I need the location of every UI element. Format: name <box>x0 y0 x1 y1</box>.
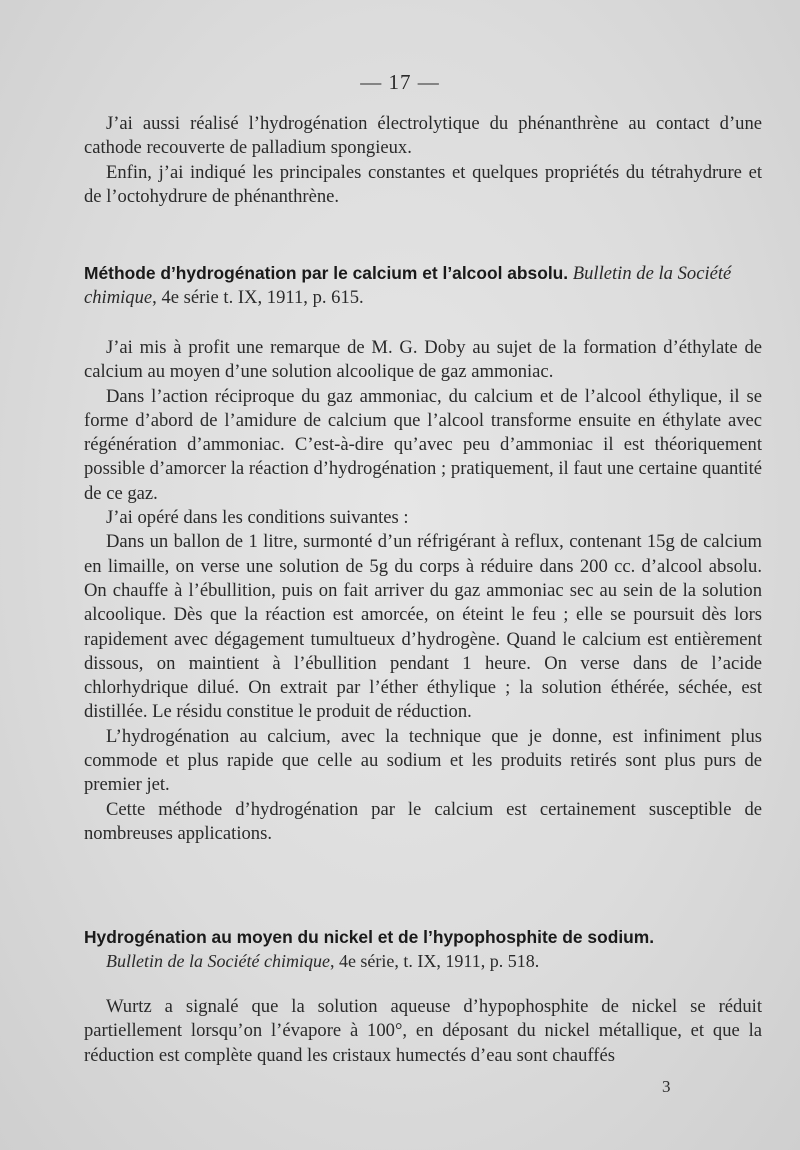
section-1-paragraph-2: Dans l’action réciproque du gaz ammoniac, du calcium et de l’alcool éthylique, il se forme d’abord de l’amidure de calcium que l’alcool transforme ensuite en éthylate avec régénération d’ammoniac. C’est-à-dire qu’avec peu d’ammoniac il est théoriquement possible d’amorcer la réaction d’hydrogénation ; pratiquement, il faut une certaine quantité de ce gaz. <box>84 385 762 504</box>
section-1-ref-journal-a: Bulletin de <box>572 263 654 284</box>
section-2-body <box>84 995 762 1068</box>
section-1-title: Méthode d’hydrogénation par le calcium et l’alcool absolu. <box>84 263 569 283</box>
section-1-paragraph-5: L’hydrogénation au calcium, avec la technique que je donne, est infiniment plus commode et plus rapide que celle au sodium et les produits retirés sont plus purs de premier jet. <box>84 725 762 796</box>
section-2-ref-details: , 4e série, t. IX, 1911, p. 518. <box>329 951 540 972</box>
section-1-body <box>84 336 762 846</box>
section-1-heading <box>84 261 762 311</box>
section-2-paragraph-1: Wurtz a signalé que la solution aqueuse d’hypophosphite de nickel se réduit partiellement lorsqu’on l’évapore à 100°, en déposant du nickel métallique, et que la réduction est complète quand les cristaux humectés d’eau sont chauffés <box>84 996 762 1066</box>
section-2-title: Hydrogénation au moyen du nickel et de l’hypophosphite de sodium. <box>84 927 655 947</box>
intro-paragraph-2: Enfin, j’ai indiqué les principales constantes et quelques propriétés du tétrahydrure et de l’octohydrure de phénanthrène. <box>84 161 762 207</box>
section-1-paragraph-4: Dans un ballon de 1 litre, surmonté d’un réfrigérant à reflux, contenant 15g de calcium en limaille, on verse une solution de 5g du corps à réduire dans 200 cc. d’alcool absolu. On chauffe à l’ébullition, puis on fait arriver du gaz ammoniac sec au sein de la solution alcoolique. Dès que la réaction est amorcée, on éteint le feu ; elle se poursuit dès lors rapidement avec dégagement tumultueux d’hydrogène. Quand le calcium est entièrement dissous, on maintient à l’ébullition pendant 1 heure. On verse dans de l’acide chlorhydrique dilué. On extrait par l’éther éthylique ; la solution éthérée, séchée, est distillée. Le résidu constitue le produit de réduction. <box>84 531 762 723</box>
intro-block <box>84 112 762 209</box>
section-1-paragraph-3: J’ai opéré dans les conditions suivantes : <box>106 507 409 529</box>
page-number: — 17 — <box>360 70 440 94</box>
section-2-heading <box>84 925 762 972</box>
section-1-ref-journal-b: la Société chimique <box>84 263 732 309</box>
signature-mark: 3 <box>662 1077 671 1096</box>
section-1-paragraph-1: J’ai mis à profit une remarque de M. G. Doby au sujet de la formation d’éthylate de calcium au moyen d’une solution alcoolique de gaz ammoniac. <box>84 337 762 383</box>
section-2-ref-journal: Bulletin de la Société chimique <box>106 951 330 972</box>
section-1-paragraph-6: Cette méthode d’hydrogénation par le calcium est certainement susceptible de nombreuses applications. <box>84 798 762 844</box>
intro-paragraph-1: J’ai aussi réalisé l’hydrogénation électrolytique du phénanthrène au contact d’une cathode recouverte de palladium spongieux. <box>84 113 762 159</box>
section-1-ref-details: , 4e série t. IX, 1911, p. 615. <box>152 287 364 309</box>
